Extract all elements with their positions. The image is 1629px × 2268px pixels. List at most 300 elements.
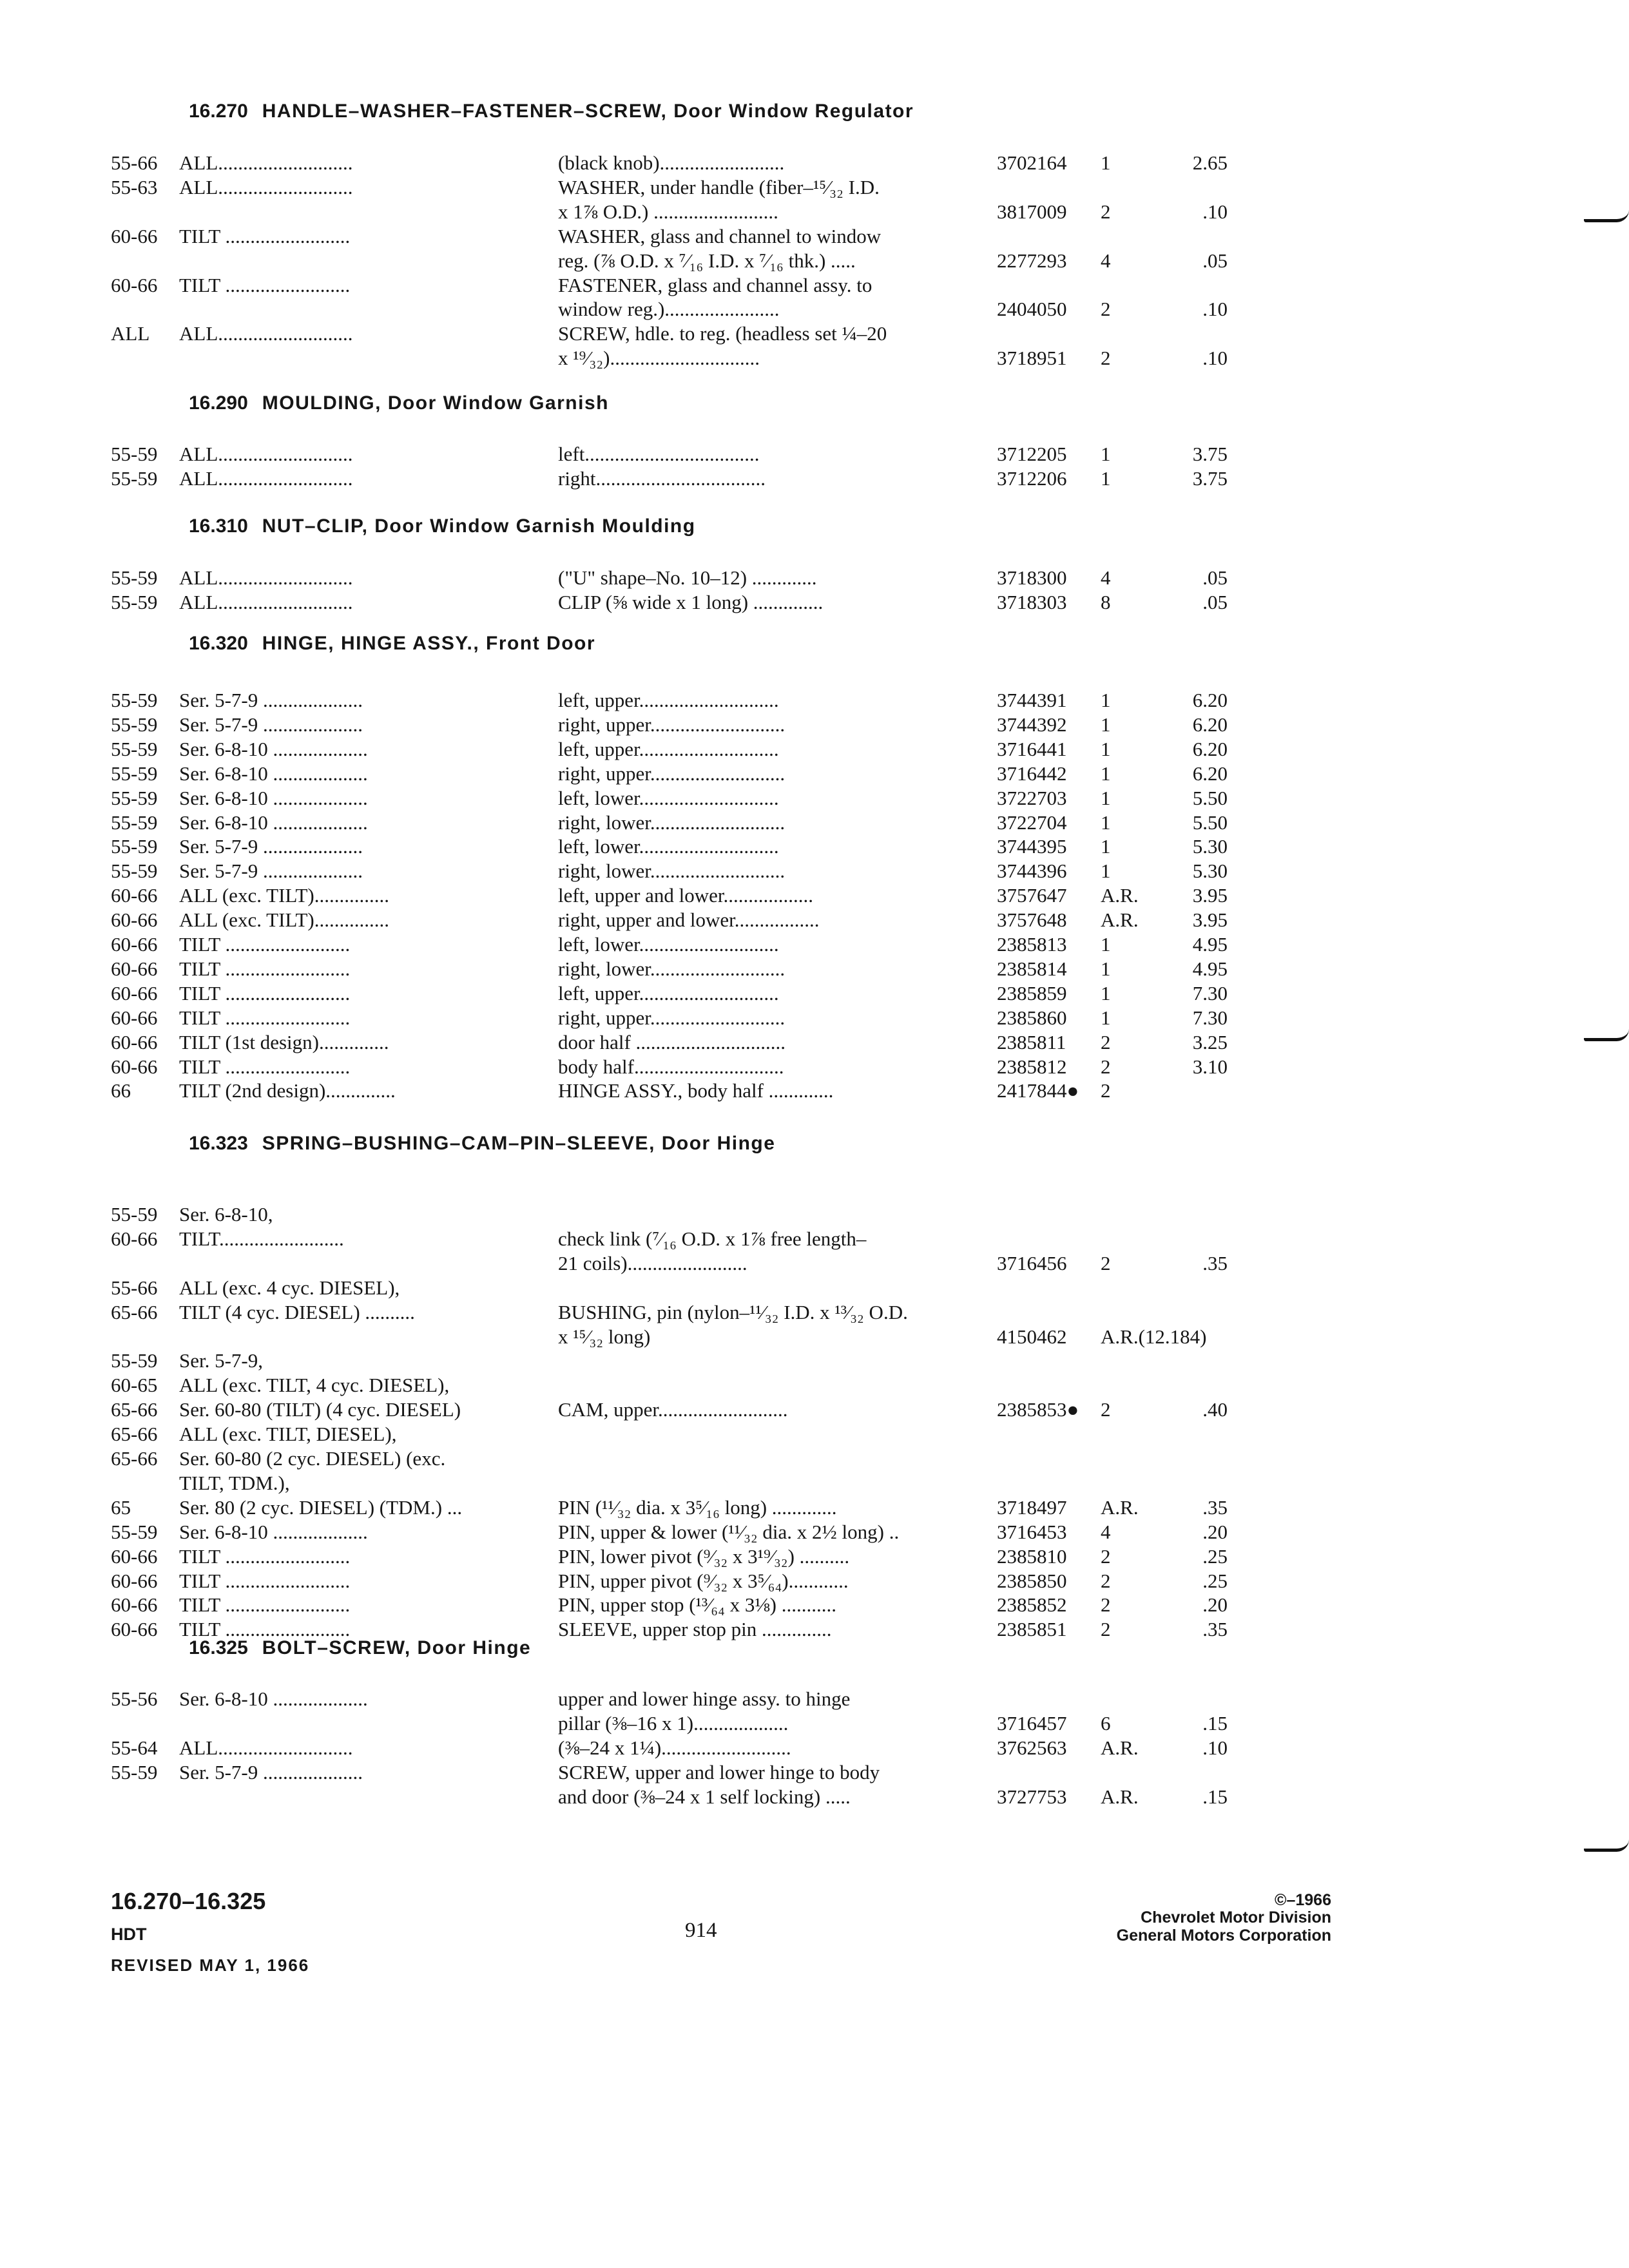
row-years: 55-59 — [111, 1761, 158, 1783]
row-model: Ser. 6-8-10, — [179, 1203, 273, 1225]
row-part-number: 2277293 — [997, 249, 1067, 272]
row-part-number: 2385859 — [997, 982, 1067, 1004]
row-years: ALL — [111, 322, 150, 345]
row-price: 5.50 — [1192, 811, 1228, 834]
row-years: 55-59 — [111, 762, 158, 785]
row-description: right, lower........................... — [558, 860, 786, 882]
row-quantity: A.R. — [1101, 1736, 1139, 1759]
row-price: 4.95 — [1192, 957, 1228, 980]
row-model: ALL........................... — [179, 566, 353, 589]
row-years: 55-59 — [111, 443, 158, 465]
row-price: 7.30 — [1192, 1006, 1228, 1029]
row-model: Ser. 5-7-9 .................... — [179, 835, 363, 858]
row-description: left, upper and lower.................. — [558, 884, 814, 907]
row-years: 60-66 — [111, 908, 158, 931]
row-quantity: 1 — [1101, 957, 1111, 980]
row-model: Ser. 5-7-9 .................... — [179, 1761, 363, 1783]
row-price: 4.95 — [1192, 933, 1228, 956]
row-part-number: 3718497 — [997, 1496, 1067, 1519]
row-price: .35 — [1202, 1496, 1228, 1519]
row-quantity: A.R. — [1101, 1496, 1139, 1519]
row-quantity: 2 — [1101, 347, 1111, 369]
row-part-number: 3727753 — [997, 1785, 1067, 1808]
row-price: 6.20 — [1192, 762, 1228, 785]
row-price: 6.20 — [1192, 713, 1228, 736]
row-quantity: 2 — [1101, 1398, 1111, 1421]
row-description: x 1⅞ O.D.) ......................... — [558, 200, 778, 223]
row-quantity: 4 — [1101, 566, 1111, 589]
section-heading — [189, 515, 696, 537]
row-part-number: 2385810 — [997, 1545, 1067, 1568]
section-number: 16.310 — [189, 515, 248, 537]
row-price: 7.30 — [1192, 982, 1228, 1004]
parts-row — [0, 859, 1629, 883]
row-model: TILT (2nd design).............. — [179, 1079, 396, 1102]
row-part-number: 3716456 — [997, 1252, 1067, 1274]
row-years: 55-59 — [111, 811, 158, 834]
parts-row — [0, 1520, 1629, 1544]
row-quantity: 1 — [1101, 982, 1111, 1004]
section-number: 16.323 — [189, 1133, 248, 1154]
row-years: 60-66 — [111, 1545, 158, 1568]
row-description: upper and lower hinge assy. to hinge — [558, 1687, 851, 1710]
row-description: left, upper............................ — [558, 982, 779, 1004]
row-description: (⅜–24 x 1¼).......................... — [558, 1736, 791, 1759]
row-price: .05 — [1202, 249, 1228, 272]
row-price: .35 — [1202, 1618, 1228, 1640]
row-price: .35 — [1202, 1252, 1228, 1274]
row-years: 60-66 — [111, 274, 158, 296]
row-years: 60-66 — [111, 933, 158, 956]
row-part-number: 2404050 — [997, 298, 1067, 320]
row-description: WASHER, under handle (fiber–¹⁵⁄₃₂ I.D. — [558, 176, 880, 198]
parts-row — [0, 249, 1629, 273]
footer-division: Chevrolet Motor Division — [1141, 1908, 1331, 1927]
row-model: TILT ......................... — [179, 1618, 351, 1640]
row-model: TILT ......................... — [179, 1055, 351, 1078]
row-model: Ser. 6-8-10 ................... — [179, 1521, 368, 1543]
row-part-number: 3722703 — [997, 787, 1067, 809]
binder-edge-mark — [1584, 1840, 1629, 1852]
section-heading — [189, 392, 609, 414]
row-description: window reg.)....................... — [558, 298, 780, 320]
row-price: .15 — [1202, 1785, 1228, 1808]
row-quantity: 1 — [1101, 933, 1111, 956]
row-description: and door (⅜–24 x 1 self locking) ..... — [558, 1785, 851, 1808]
row-price: 3.95 — [1192, 908, 1228, 931]
row-years: 55-59 — [111, 1203, 158, 1225]
row-price: 3.75 — [1192, 443, 1228, 465]
parts-row — [0, 1446, 1629, 1471]
row-quantity: A.R. — [1101, 908, 1139, 931]
row-years: 60-66 — [111, 1618, 158, 1640]
row-description: right, upper........................... — [558, 762, 786, 785]
row-model: Ser. 5-7-9, — [179, 1349, 264, 1372]
row-quantity: 2 — [1101, 1055, 1111, 1078]
row-years: 65-66 — [111, 1447, 158, 1470]
row-description: check link (⁷⁄₁₆ O.D. x 1⅞ free length– — [558, 1227, 867, 1250]
row-part-number: 3757648 — [997, 908, 1067, 931]
row-model: TILT ......................... — [179, 225, 351, 247]
row-description: x ¹⁵⁄₃₂ long) — [558, 1325, 651, 1348]
row-description: left, lower............................ — [558, 933, 779, 956]
row-part-number: 3744392 — [997, 713, 1067, 736]
parts-row — [0, 346, 1629, 370]
row-price: .10 — [1202, 200, 1228, 223]
parts-row — [0, 590, 1629, 615]
row-description: left, upper............................ — [558, 689, 779, 711]
row-years: 55-59 — [111, 591, 158, 613]
row-quantity: 2 — [1101, 1545, 1111, 1568]
row-years: 60-65 — [111, 1374, 158, 1396]
parts-row — [0, 908, 1629, 932]
row-model: ALL........................... — [179, 151, 353, 174]
section-heading — [189, 1637, 531, 1659]
row-part-number: 3716453 — [997, 1521, 1067, 1543]
parts-row — [0, 762, 1629, 786]
parts-row — [0, 811, 1629, 835]
parts-row — [0, 1373, 1629, 1398]
row-years: 60-66 — [111, 225, 158, 247]
row-quantity: 2 — [1101, 1593, 1111, 1616]
row-part-number: 3712206 — [997, 467, 1067, 490]
row-part-number: 2385853● — [997, 1398, 1079, 1421]
row-quantity: 2 — [1101, 298, 1111, 320]
row-part-number: 2385860 — [997, 1006, 1067, 1029]
parts-row — [0, 1227, 1629, 1251]
section-heading — [189, 101, 914, 122]
row-years: 55-66 — [111, 1276, 158, 1299]
parts-row — [0, 566, 1629, 590]
row-description: reg. (⅞ O.D. x ⁷⁄₁₆ I.D. x ⁷⁄₁₆ thk.) ..... — [558, 249, 856, 272]
row-quantity: 1 — [1101, 738, 1111, 760]
row-price: 6.20 — [1192, 738, 1228, 760]
row-part-number: 3817009 — [997, 200, 1067, 223]
parts-row — [0, 1760, 1629, 1785]
parts-row — [0, 1349, 1629, 1373]
footer-copyright: ©–1966 — [1275, 1891, 1331, 1909]
parts-row — [0, 1276, 1629, 1300]
row-years: 55-59 — [111, 835, 158, 858]
row-price: .15 — [1202, 1712, 1228, 1735]
row-years: 66 — [111, 1079, 131, 1102]
footer-section-range: 16.270–16.325 — [111, 1888, 266, 1914]
section-number: 16.270 — [189, 101, 248, 122]
row-years: 55-59 — [111, 689, 158, 711]
row-price: .20 — [1202, 1521, 1228, 1543]
row-quantity: 1 — [1101, 860, 1111, 882]
row-part-number: 3716457 — [997, 1712, 1067, 1735]
parts-row — [0, 1495, 1629, 1520]
row-years: 60-66 — [111, 1227, 158, 1250]
parts-row — [0, 442, 1629, 466]
row-years: 60-66 — [111, 957, 158, 980]
row-years: 60-66 — [111, 1031, 158, 1053]
parts-row — [0, 1006, 1629, 1030]
parts-row — [0, 1422, 1629, 1446]
row-description: SCREW, upper and lower hinge to body — [558, 1761, 880, 1783]
row-model: Ser. 5-7-9 .................... — [179, 713, 363, 736]
row-quantity: 2 — [1101, 1079, 1111, 1102]
row-quantity: 6 — [1101, 1712, 1111, 1735]
row-part-number: 2385852 — [997, 1593, 1067, 1616]
parts-row — [0, 1785, 1629, 1809]
row-model: ALL........................... — [179, 591, 353, 613]
row-part-number: 3757647 — [997, 884, 1067, 907]
row-model: ALL........................... — [179, 176, 353, 198]
row-description: door half .............................. — [558, 1031, 786, 1053]
parts-row — [0, 273, 1629, 298]
row-price: .10 — [1202, 347, 1228, 369]
row-years: 60-66 — [111, 1593, 158, 1616]
row-description: PIN, upper pivot (⁹⁄₃₂ x 3⁵⁄₆₄)............ — [558, 1570, 849, 1592]
row-years: 55-59 — [111, 713, 158, 736]
row-quantity: 1 — [1101, 151, 1111, 174]
section-number: 16.325 — [189, 1637, 248, 1658]
row-part-number: 2385811 — [997, 1031, 1066, 1053]
row-part-number: 3718951 — [997, 347, 1067, 369]
parts-row — [0, 1398, 1629, 1422]
parts-row — [0, 834, 1629, 859]
row-description: CAM, upper.......................... — [558, 1398, 788, 1421]
footer-corporation: General Motors Corporation — [1116, 1927, 1331, 1945]
row-model: TILT ......................... — [179, 1545, 351, 1568]
section-title: HINGE, HINGE ASSY., Front Door — [262, 633, 596, 654]
parts-row — [0, 1711, 1629, 1736]
parts-row — [0, 737, 1629, 762]
row-quantity: 1 — [1101, 467, 1111, 490]
row-model: Ser. 6-8-10 ................... — [179, 1687, 368, 1710]
row-description: CLIP (⅝ wide x 1 long) .............. — [558, 591, 824, 613]
row-years: 60-66 — [111, 1006, 158, 1029]
row-description: body half.............................. — [558, 1055, 784, 1078]
row-quantity: 2 — [1101, 1570, 1111, 1592]
row-description: PIN, lower pivot (⁹⁄₃₂ x 3¹⁹⁄₃₂) .......... — [558, 1545, 850, 1568]
row-years: 55-59 — [111, 1521, 158, 1543]
row-model: ALL........................... — [179, 322, 353, 345]
row-part-number: 3718303 — [997, 591, 1067, 613]
section-number: 16.320 — [189, 633, 248, 654]
row-years: 55-59 — [111, 860, 158, 882]
row-part-number: 3716442 — [997, 762, 1067, 785]
row-model: ALL (exc. TILT)............... — [179, 908, 389, 931]
row-quantity: 1 — [1101, 762, 1111, 785]
row-years: 65-66 — [111, 1398, 158, 1421]
row-part-number: 2385851 — [997, 1618, 1067, 1640]
parts-row — [0, 786, 1629, 811]
row-description: PIN (¹¹⁄₃₂ dia. x 3⁵⁄₁₆ long) ............. — [558, 1496, 837, 1519]
row-model: Ser. 5-7-9 .................... — [179, 860, 363, 882]
row-price: 3.25 — [1192, 1031, 1228, 1053]
row-description: right, upper and lower................. — [558, 908, 820, 931]
parts-row — [0, 1544, 1629, 1569]
row-price: .10 — [1202, 1736, 1228, 1759]
row-model: TILT (4 cyc. DIESEL) .......... — [179, 1301, 415, 1323]
parts-row — [0, 883, 1629, 908]
row-model: TILT ......................... — [179, 982, 351, 1004]
row-model: ALL (exc. TILT)............... — [179, 884, 389, 907]
row-years: 65-66 — [111, 1301, 158, 1323]
row-price: .25 — [1202, 1545, 1228, 1568]
parts-row — [0, 200, 1629, 224]
row-years: 55-63 — [111, 176, 158, 198]
row-years: 55-56 — [111, 1687, 158, 1710]
parts-row — [0, 957, 1629, 981]
row-model: TILT (1st design).............. — [179, 1031, 389, 1053]
row-quantity: 4 — [1101, 249, 1111, 272]
row-years: 65 — [111, 1496, 131, 1519]
row-model: TILT ......................... — [179, 1593, 351, 1616]
row-quantity: 2 — [1101, 1252, 1111, 1274]
row-price: .05 — [1202, 591, 1228, 613]
row-part-number: 3744391 — [997, 689, 1067, 711]
parts-row — [0, 1202, 1629, 1227]
row-price: 3.10 — [1192, 1055, 1228, 1078]
row-years: 55-59 — [111, 787, 158, 809]
row-price: 5.30 — [1192, 835, 1228, 858]
row-model: ALL........................... — [179, 443, 353, 465]
row-description: right, upper........................... — [558, 713, 786, 736]
row-part-number: 3744395 — [997, 835, 1067, 858]
row-part-number: 2385850 — [997, 1570, 1067, 1592]
parts-row — [0, 466, 1629, 491]
row-price: 3.95 — [1192, 884, 1228, 907]
row-years: 55-59 — [111, 566, 158, 589]
row-description: right.................................. — [558, 467, 766, 490]
section-title: SPRING–BUSHING–CAM–PIN–SLEEVE, Door Hinge — [262, 1133, 776, 1154]
row-part-number: 3712205 — [997, 443, 1067, 465]
row-description: SCREW, hdle. to reg. (headless set ¼–20 — [558, 322, 887, 345]
row-part-number: 2385812 — [997, 1055, 1067, 1078]
parts-row — [0, 1687, 1629, 1711]
row-model: TILT ......................... — [179, 933, 351, 956]
parts-row — [0, 981, 1629, 1006]
row-price: 5.50 — [1192, 787, 1228, 809]
row-description: right, lower........................... — [558, 811, 786, 834]
row-quantity: 1 — [1101, 1006, 1111, 1029]
parts-row — [0, 1079, 1629, 1103]
row-description: HINGE ASSY., body half ............. — [558, 1079, 834, 1102]
parts-row — [0, 151, 1629, 175]
row-model: Ser. 80 (2 cyc. DIESEL) (TDM.) ... — [179, 1496, 463, 1519]
page-number: 914 — [685, 1919, 717, 1942]
row-quantity: 1 — [1101, 787, 1111, 809]
parts-row — [0, 322, 1629, 346]
row-description: right, lower........................... — [558, 957, 786, 980]
footer-code: HDT — [111, 1925, 147, 1944]
row-model: ALL (exc. TILT, 4 cyc. DIESEL), — [179, 1374, 450, 1396]
row-model: TILT ......................... — [179, 1570, 351, 1592]
parts-row — [0, 1325, 1629, 1349]
row-quantity: 1 — [1101, 811, 1111, 834]
row-model: TILT ......................... — [179, 274, 351, 296]
row-price: 5.30 — [1192, 860, 1228, 882]
row-quantity: 1 — [1101, 713, 1111, 736]
row-model: Ser. 60-80 (TILT) (4 cyc. DIESEL) — [179, 1398, 461, 1421]
row-quantity: A.R.(12.184) — [1101, 1325, 1207, 1348]
row-price: .05 — [1202, 566, 1228, 589]
parts-row — [0, 1736, 1629, 1760]
row-part-number: 3762563 — [997, 1736, 1067, 1759]
parts-row — [0, 932, 1629, 957]
row-price: 6.20 — [1192, 689, 1228, 711]
row-price: .25 — [1202, 1570, 1228, 1592]
row-model: ALL (exc. TILT, DIESEL), — [179, 1423, 397, 1445]
row-description: right, upper........................... — [558, 1006, 786, 1029]
binder-edge-mark — [1584, 1029, 1629, 1041]
row-quantity: 8 — [1101, 591, 1111, 613]
section-title: NUT–CLIP, Door Window Garnish Moulding — [262, 515, 696, 537]
parts-row — [0, 1300, 1629, 1325]
section-title: HANDLE–WASHER–FASTENER–SCREW, Door Window Regulator — [262, 101, 914, 122]
row-years: 60-66 — [111, 1055, 158, 1078]
row-description: left................................... — [558, 443, 760, 465]
row-years: 55-66 — [111, 151, 158, 174]
row-years: 65-66 — [111, 1423, 158, 1445]
row-part-number: 3722704 — [997, 811, 1067, 834]
row-model: Ser. 6-8-10 ................... — [179, 762, 368, 785]
row-model: ALL........................... — [179, 467, 353, 490]
row-quantity: 4 — [1101, 1521, 1111, 1543]
row-part-number: 4150462 — [997, 1325, 1067, 1348]
row-description: SLEEVE, upper stop pin .............. — [558, 1618, 832, 1640]
row-price: 2.65 — [1192, 151, 1228, 174]
row-description: x ¹⁹⁄₃₂).............................. — [558, 347, 760, 369]
row-model: Ser. 6-8-10 ................... — [179, 738, 368, 760]
parts-row — [0, 297, 1629, 322]
row-years: 55-59 — [111, 1349, 158, 1372]
row-price: .10 — [1202, 298, 1228, 320]
row-description: WASHER, glass and channel to window — [558, 225, 882, 247]
row-model: Ser. 60-80 (2 cyc. DIESEL) (exc. — [179, 1447, 446, 1470]
section-heading — [189, 1133, 775, 1155]
row-model: ALL........................... — [179, 1736, 353, 1759]
row-model: ALL (exc. 4 cyc. DIESEL), — [179, 1276, 400, 1299]
parts-row — [0, 1569, 1629, 1593]
row-model: Ser. 5-7-9 .................... — [179, 689, 363, 711]
row-description: BUSHING, pin (nylon–¹¹⁄₃₂ I.D. x ¹³⁄₃₂ O.D. — [558, 1301, 908, 1323]
parts-row — [0, 224, 1629, 249]
row-model: Ser. 6-8-10 ................... — [179, 811, 368, 834]
binder-edge-mark — [1584, 210, 1629, 222]
row-part-number: 2417844● — [997, 1079, 1079, 1102]
section-title: BOLT–SCREW, Door Hinge — [262, 1637, 532, 1658]
row-years: 60-66 — [111, 1570, 158, 1592]
row-description: PIN, upper stop (¹³⁄₆₄ x 3⅛) ........... — [558, 1593, 836, 1616]
row-part-number: 2385813 — [997, 933, 1067, 956]
row-years: 55-59 — [111, 467, 158, 490]
row-years: 55-64 — [111, 1736, 158, 1759]
parts-row — [0, 1030, 1629, 1055]
section-heading — [189, 633, 595, 655]
row-model: Ser. 6-8-10 ................... — [179, 787, 368, 809]
row-quantity: 1 — [1101, 443, 1111, 465]
row-description: PIN, upper & lower (¹¹⁄₃₂ dia. x 2½ long) .. — [558, 1521, 900, 1543]
row-description: pillar (⅜–16 x 1)................... — [558, 1712, 789, 1735]
row-description: (black knob)......................... — [558, 151, 785, 174]
row-model: TILT ......................... — [179, 1006, 351, 1029]
parts-row — [0, 713, 1629, 737]
row-quantity: 1 — [1101, 689, 1111, 711]
row-price: .40 — [1202, 1398, 1228, 1421]
row-model: TILT, TDM.), — [179, 1472, 290, 1494]
row-quantity: A.R. — [1101, 1785, 1139, 1808]
row-quantity: 2 — [1101, 1618, 1111, 1640]
row-years: 60-66 — [111, 884, 158, 907]
parts-row — [0, 1593, 1629, 1617]
row-part-number: 3744396 — [997, 860, 1067, 882]
row-description: left, lower............................ — [558, 787, 779, 809]
